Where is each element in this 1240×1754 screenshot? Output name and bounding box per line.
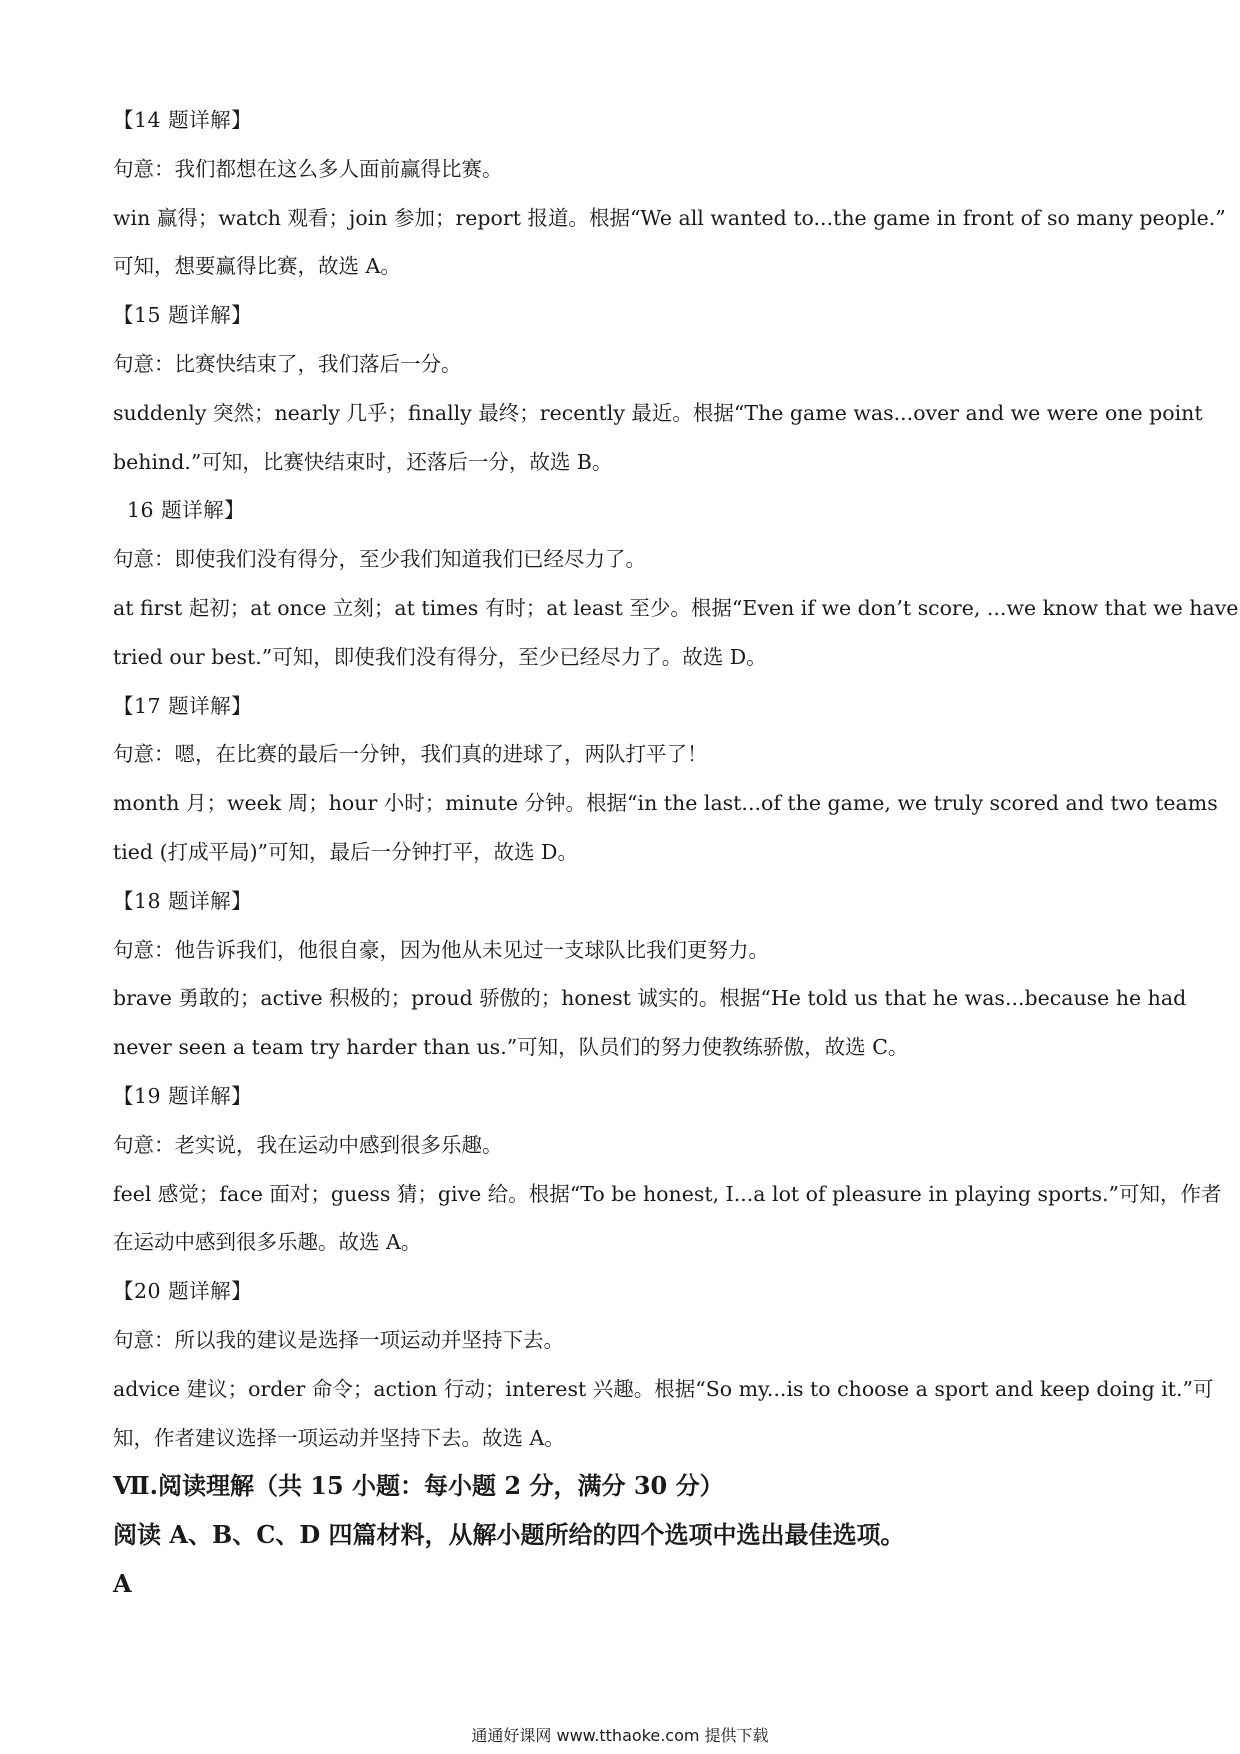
q14-heading: 【14 题详解】 <box>113 108 253 132</box>
q14-explanation-line-2: 可知，想要赢得比赛，故选 A。 <box>113 254 401 279</box>
q15-explanation-line-2: behind.”可知，比赛快结束时，还落后一分，故选 B。 <box>113 449 613 474</box>
q18-meaning: 句意：他告诉我们，他很自豪，因为他从未见过一支球队比我们更努力。 <box>113 937 769 962</box>
q15-explanation-line-1: suddenly 突然；nearly 几乎；finally 最终；recently 最近。根据“The game was...over and we were one point <box>113 400 1203 425</box>
passage-label: A <box>113 1568 132 1598</box>
q18-heading: 【18 题详解】 <box>113 888 253 913</box>
q16-heading: 16 题详解】 <box>127 498 246 523</box>
q20-heading: 【20 题详解】 <box>113 1279 253 1304</box>
q14-meaning: 句意：我们都想在这么多人面前赢得比赛。 <box>113 156 503 181</box>
q17-heading: 【17 题详解】 <box>113 693 253 718</box>
q19-explanation-line-1: feel 感觉；face 面对；guess 猜；give 给。根据“To be honest, I...a lot of pleasure in playing sports.”可知，作者 <box>113 1181 1222 1206</box>
section-title: Ⅶ.阅读理解（共 15 小题：每小题 2 分，满分 30 分） <box>113 1471 724 1501</box>
section-instructions: 阅读 A、B、C、D 四篇材料，从解小题所给的四个选项中选出最佳选项。 <box>113 1520 905 1550</box>
q15-heading: 【15 题详解】 <box>113 303 253 328</box>
page-footer: 通通好课网 www.tthaoke.com 提供下载 <box>471 1726 769 1745</box>
q20-explanation-line-1: advice 建议；order 命令；action 行动；interest 兴趣。根据“So my...is to choose a sport and keep doing it.”可 <box>113 1376 1214 1401</box>
q14-explanation-line-1: win 赢得；watch 观看；join 参加；report 报道。根据“We all wanted to...the game in front of so many people.” <box>113 205 1226 230</box>
q16-meaning: 句意：即使我们没有得分，至少我们知道我们已经尽力了。 <box>113 547 646 572</box>
q19-meaning: 句意：老实说，我在运动中感到很多乐趣。 <box>113 1132 503 1157</box>
q18-explanation-line-1: brave 勇敢的；active 积极的；proud 骄傲的；honest 诚实的。根据“He told us that he was...because he had <box>113 986 1187 1011</box>
q17-explanation-line-1: month 月；week 周；hour 小时；minute 分钟。根据“in the last...of the game, we truly scored and two teams <box>113 791 1218 816</box>
q16-explanation-line-2: tried our best.”可知，即使我们没有得分，至少已经尽力了。故选 D。 <box>113 644 767 669</box>
q18-explanation-line-2: never seen a team try harder than us.”可知，队员们的努力使教练骄傲，故选 C。 <box>113 1035 909 1060</box>
q19-heading: 【19 题详解】 <box>113 1083 253 1108</box>
q16-explanation-line-1: at first 起初；at once 立刻；at times 有时；at least 至少。根据“Even if we don’t score, ...we know that we have <box>113 595 1239 620</box>
q17-explanation-line-2: tied (打成平局)”可知，最后一分钟打平，故选 D。 <box>113 839 578 864</box>
q19-explanation-line-2: 在运动中感到很多乐趣。故选 A。 <box>113 1230 422 1255</box>
q15-meaning: 句意：比赛快结束了，我们落后一分。 <box>113 351 462 376</box>
document-body <box>113 96 1239 1609</box>
q17-meaning: 句意：嗯，在比赛的最后一分钟，我们真的进球了，两队打平了！ <box>113 742 708 767</box>
q20-meaning: 句意：所以我的建议是选择一项运动并坚持下去。 <box>113 1327 564 1352</box>
q20-explanation-line-2: 知，作者建议选择一项运动并坚持下去。故选 A。 <box>113 1425 565 1450</box>
